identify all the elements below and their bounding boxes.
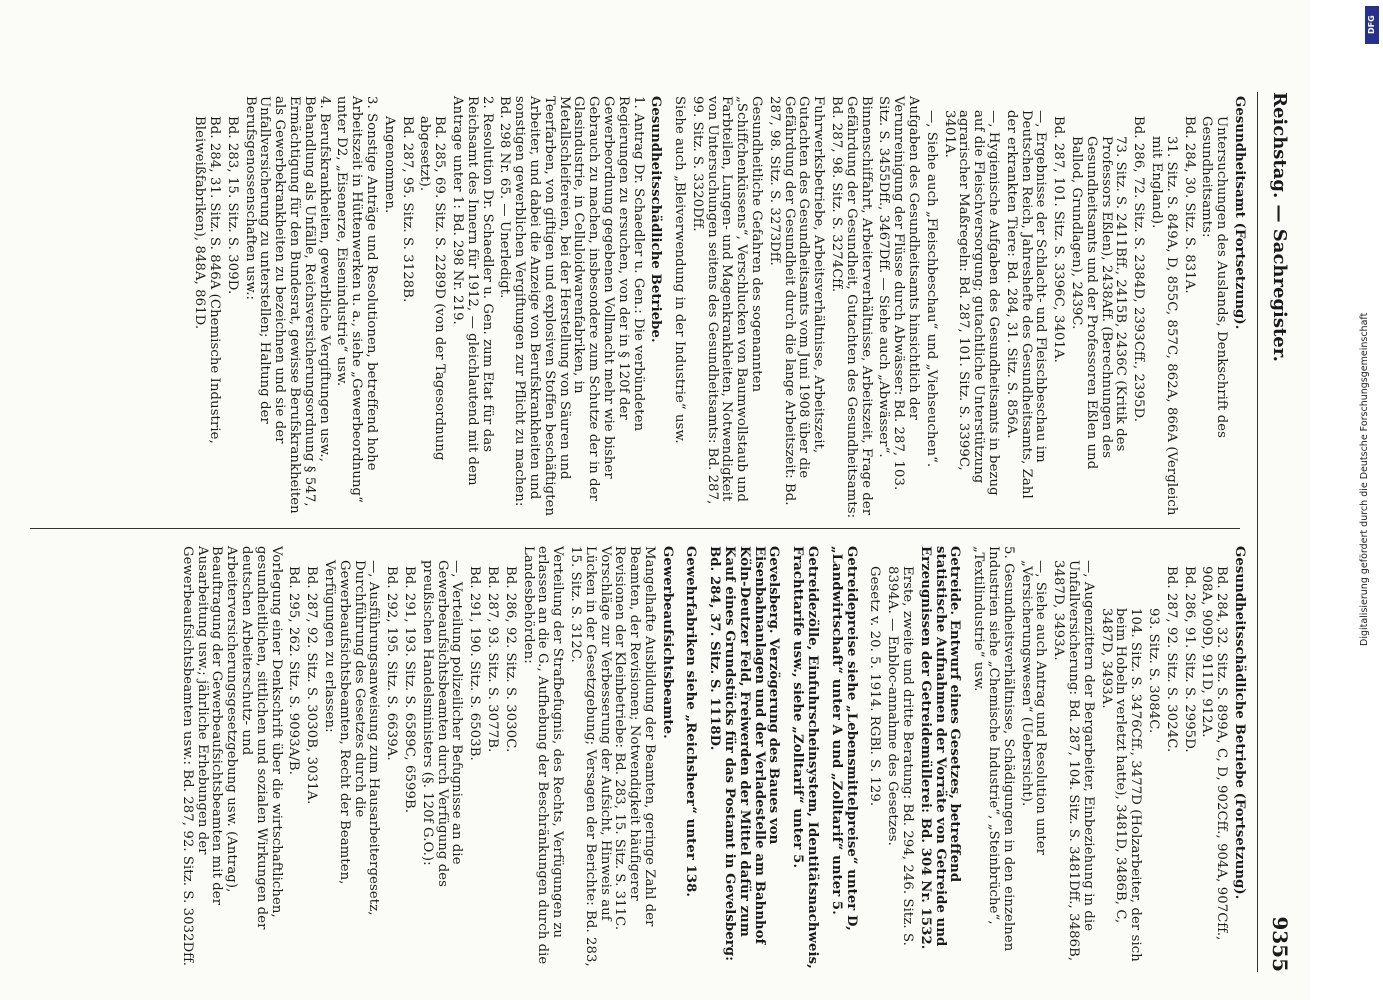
register-entry: Bd. 287, 92. Sitz. S. 3030B, 3031A. xyxy=(304,566,320,805)
register-entry: —, Siehe auch „Fleischbeschau“ und „Viehseuchen“. xyxy=(923,110,939,468)
register-entry: 1. Antrag Dr. Schaedler u. Gen.: Die verbündeten Regierungen zu ersuchen, von der in § 120f der Gewerbeordnung gegebenen Vollmacht mehr wie bisher Gebrauch zu machen, insbesondere zum Schutze der in der Glasindustrie, in Celluloidwarenfabriken, in Metallschleifereien, bei der Herstellung von Säuren und Teerfarben, von giftigen und explosiven Stoffen beschäftigten Arbeiter, und dabei die Anzeige von Berufskrankheiten und sonstigen gewerblichen Vergiftungen zur Pflicht zu machen: Bd. 298 Nr. 65. — Unerledigt. xyxy=(497,96,646,517)
register-entry: Fuhrwerksbetriebe, Arbeitsverhältnisse, Arbeitszeit, Gutachten des Gesundheitsamts vom Juni 1908 über die Gefährdung der Gesundheit durch die lange Arbeitszeit: Bd. 287, 98. Sitz. S. 3273Dff. xyxy=(766,96,827,506)
register-heading: Gevelsberg. Verzögerung des Baues von Eisenbahnanlagen und der Verladestelle am Bahnhof Köln-Deutzer Feld, Freiwerden der Mittel dafür zum Kauf eines Grundstücks für das Postamt in Gevelsberg: Bd. 284, 37. Sitz. S. 1118D. xyxy=(707,546,782,962)
register-heading: Gewehrfabriken siehe „Reichsheer“ unter 138. xyxy=(683,546,699,898)
register-entry: Bd. 287, 101. Sitz. S. 3396C, 3401A. xyxy=(1051,116,1067,363)
register-entry: Bd. 295, 262. Sitz. S. 9093A/B. xyxy=(286,566,302,775)
register-entry: 4. Berufskrankheiten, gewerbliche Vergiftungen usw., Behandlung als Unfälle, Reichsversicherungsordnung § 547, Ermächtigung für den Bundesrat, gewisse Berufskrankheiten als Gewerbekrankheiten zu bezeichnen und sie der Unfallversicherung zu unterstellen; Haltung der Berufsgenossenschaften usw.: xyxy=(242,96,332,514)
register-heading: Getreide. Entwurf eines Gesetzes, betreffend statistische Aufnahmen der Vorräte von Getreide und Erzeugnissen der Getreidemüllerei: Bd. 304 Nr. 1532. xyxy=(917,546,963,950)
register-entry: Bd. 283, 15. Sitz. S. 309D. xyxy=(224,116,240,295)
register-entry: —, Verteilung polizeilicher Befugnisse an die Gewerbeaufsichtsbeamten durch Verfügung des preußischen Handelsministers (§. 120f G.O.): xyxy=(419,560,465,888)
register-entry: Bd. 285, 69. Sitz. S. 2289D (von der Tagesordnung abgesetzt). xyxy=(417,116,448,461)
register-entry: 93. Sitz. S. 3084C. xyxy=(1146,608,1162,734)
register-entry: Siehe auch „Bleiverwendung in der Industrie“ usw. xyxy=(672,96,688,444)
column-rule xyxy=(30,528,1240,529)
funding-note: Digitalisierung gefördert durch die Deutsche Forschungsgemeinschaft xyxy=(1359,312,1370,646)
register-entry: Bd. 287, 95. Sitz. S. 3128B. xyxy=(399,116,415,303)
register-entry: Bd. 291, 190. Sitz. S. 6503B. xyxy=(467,566,483,761)
register-entry: 2. Resolution Dr. Schaedler u. Gen. zum Etat für das Reichsamt des Innern für 1912, — gleichlautend mit dem Antrage unter 1: Bd. 298 Nr. 219. xyxy=(449,96,495,486)
register-entry: Aufgaben des Gesundheitsamts hinsichtlich der Verunreinigung der Flüsse durch Abwässer: Bd. 287, 103. Sitz. S. 3455Dff., 3467Dff. — Siehe auch „Abwässer“. xyxy=(876,96,922,491)
register-entry: —, Augenzittern der Bergarbeiter, Einbeziehung in die Unfallversicherung: Bd. 287, 104. Sitz. S. 3481Dff., 3486B, 3487D, 3493A. xyxy=(1051,560,1096,962)
register-entry: 5. Gesundheitsverhältnisse, Schädigungen in den einzelnen Industrien siehe „Chemische Industrie“, „Steinbrüche“, „Textilindustrie“ usw. xyxy=(971,546,1016,952)
register-entry: Bd. 284, 32. Sitz. S. 899A, C, D, 902Cff., 904A, 907Cff., 908A, 909D, 911D, 912A. xyxy=(1199,566,1230,941)
register-entry: Binnenschiffahrt, Arbeiterverhältnisse, Arbeitszeit, Frage der Gefährdung der Gesundheit, Gutachten des Gesundheitsamts: Bd. 287, 98. Sitz. S. 3274Cff. xyxy=(829,96,874,519)
register-entry: Bd. 287, 93. Sitz. S. 3077B. xyxy=(484,566,500,753)
register-entry: —, Ausführungsanweisung zum Hausarbeitergesetz, Durchführung des Gesetzes durch die Gewerbeaufsichtsbeamten, Recht der Beamten, Verfügungen zu erlassen: xyxy=(321,560,382,916)
register-entry: Bd. 291, 193. Sitz. S. 6589C, 6599B. xyxy=(401,566,417,814)
register-entry: Bd. 286, 91. Sitz. S. 2995D. xyxy=(1181,566,1197,753)
register-entry: 3. Sonstige Anträge und Resolutionen, betreffend hohe Arbeitszeit in Hüttenwerken u. a., siehe „Gewerbeordnung“ unter D2, „Eisenerze, Eisenindustrie“ usw. xyxy=(334,96,379,503)
register-entry: 73. Sitz. S. 2411Bff., 2415B, 2436C (Kritik des Professors Eßlen), 2438Aff. (Berechnungen des Gesundheitsamts und der Professoren Eßlen und Ballod, Grundlagen), 2439C. xyxy=(1069,136,1129,470)
register-entry: Vorlegung einer Denkschrift über die wirtschaftlichen, gesundheitlichen, sittlichen und sozialen Wirkungen der deutschen Arbeiterschutz- und Arbeiterversicherungsgesetzgebung usw. (Antrag), Beauftragung der Gewerbeaufsichtsbeamten mit der Ausarbeitung usw.; jährliche Erhebungen der Gewerbeaufsichtsbeamten usw.: Bd. 287, 92. Sitz. S. 3032Dff. xyxy=(179,546,284,967)
register-entry: Bd. 284, 30. Sitz. S. 831A. xyxy=(1181,116,1197,294)
register-entry: Bd. 286, 92. Sitz. S. 3030C. xyxy=(502,566,518,753)
register-entry: 31. Sitz. S. 849A, D, 855C, 857C, 862A, 866A (Vergleich mit England). xyxy=(1149,136,1179,516)
dfg-logo: DFG xyxy=(1365,6,1379,44)
register-heading: Gesundheitsschädliche Betriebe (Fortsetzung). xyxy=(1232,546,1247,900)
register-entry: Angenommen. xyxy=(381,116,397,214)
register-entry: Bd. 287, 92. Sitz. S. 3024C. xyxy=(1163,566,1179,753)
register-heading: Gesundheitsamt (Fortsetzung). xyxy=(1232,96,1247,330)
register-entry: Gesetz v. 20. 5. 1914. RGBl. S. 129. xyxy=(867,566,883,807)
register-entry: 104. Sitz. S. 3476Cff., 3477D (Holzarbeiter, der sich beim Hobeln verletzt hatte), 3481D, 3486B, C, 3487D, 3493A. xyxy=(1098,608,1144,962)
register-heading: Gesundheitsschädliche Betriebe. xyxy=(648,96,664,343)
register-entry: Erste, zweite und dritte Beratung: Bd. 294, 246. Sitz. S. 8394A. — Enbloc-annahme des Gesetzes. xyxy=(885,566,916,946)
running-head xyxy=(1266,92,1292,972)
left-column xyxy=(188,96,1246,520)
register-entry: —, Ergebnisse der Schlacht- und Fleischbeschau im Deutschen Reich, Jahreshefte des Gesundheitsamts, Zahl der erkrankten Tiere: Bd. 284, 31. Sitz. S. 856A. xyxy=(1003,110,1049,499)
register-entry: Bd. 286, 72. Sitz. S. 2384D, 2393Cff., 2395D. xyxy=(1131,116,1147,422)
register-entry: Mangelhafte Ausbildung der Beamten, geringe Zahl der Beamten, der Revisionen; Notwendigkeit häufigerer Revisionen der Kleinbetriebe: Bd. 283, 15. Sitz. S. 311C. Vorschläge zur Verbesserung der Aufsicht, Hinweis auf Lücken in der Gesetzgebung; Versagen der Berichte: Bd. 283, 15. Sitz. S. 312C. xyxy=(567,546,657,967)
register-entry: —, Hygienische Aufgaben des Gesundheitsamts in bezug auf die Fleischversorgung; gutachtliche Unterstützung agrarischer Maßregeln: Bd. 287, 101. Sitz. S. 3399C, 3401A. xyxy=(941,110,1002,496)
register-heading: Getreidepreise siehe „Lebensmittelpreise“ unter D, „Landwirtschaft“ unter A und „Zolltarif“ unter 5. xyxy=(828,546,859,931)
register-heading: Getreidezölle, Einfuhrscheinsystem, Identitätsnachweis, Frachttarife usw., siehe „Zolltarif“ unter 5. xyxy=(790,546,821,969)
register-entry: Untersuchungen des Auslands, Denkschrift des Gesundheitsamts: xyxy=(1199,116,1230,439)
running-head-title: Reichstag. — Sachregister. xyxy=(1269,92,1290,362)
register-entry: —, Siehe auch Antrag und Resolution unter „Versicherungswesen“ (Uebersicht). xyxy=(1018,560,1049,856)
register-entry: Bd. 292, 195. Sitz. S. 6639A. xyxy=(384,566,400,761)
register-heading: Gewerbeaufsichtsbeamte. xyxy=(659,546,675,739)
page-number: 9355 xyxy=(1268,916,1292,972)
right-column xyxy=(176,546,1246,970)
register-entry: Bd. 284, 31. Sitz. S. 846A (Chemische Industrie, Bleiweißfabriken), 848A, 861D. xyxy=(192,116,222,444)
register-entry: Gesundheitliche Gefahren des sogenannten „Schiffchenküssens“, Verschlucken von Baumwollstaub und Farbteilen, Lungen- und Magenkrankheiten, Notwendigkeit von Untersuchungen seitens des Gesundheitsamts: Bd. 287, 99. Sitz. S. 3320Dff. xyxy=(689,96,765,505)
header-rule xyxy=(1257,92,1258,972)
register-entry: Verteilung der Strafbefugnis, des Rechts, Verfügungen zu erlassen an die G., Aufhebung der Beschränkungen durch die Landesbehörden: xyxy=(520,546,566,965)
